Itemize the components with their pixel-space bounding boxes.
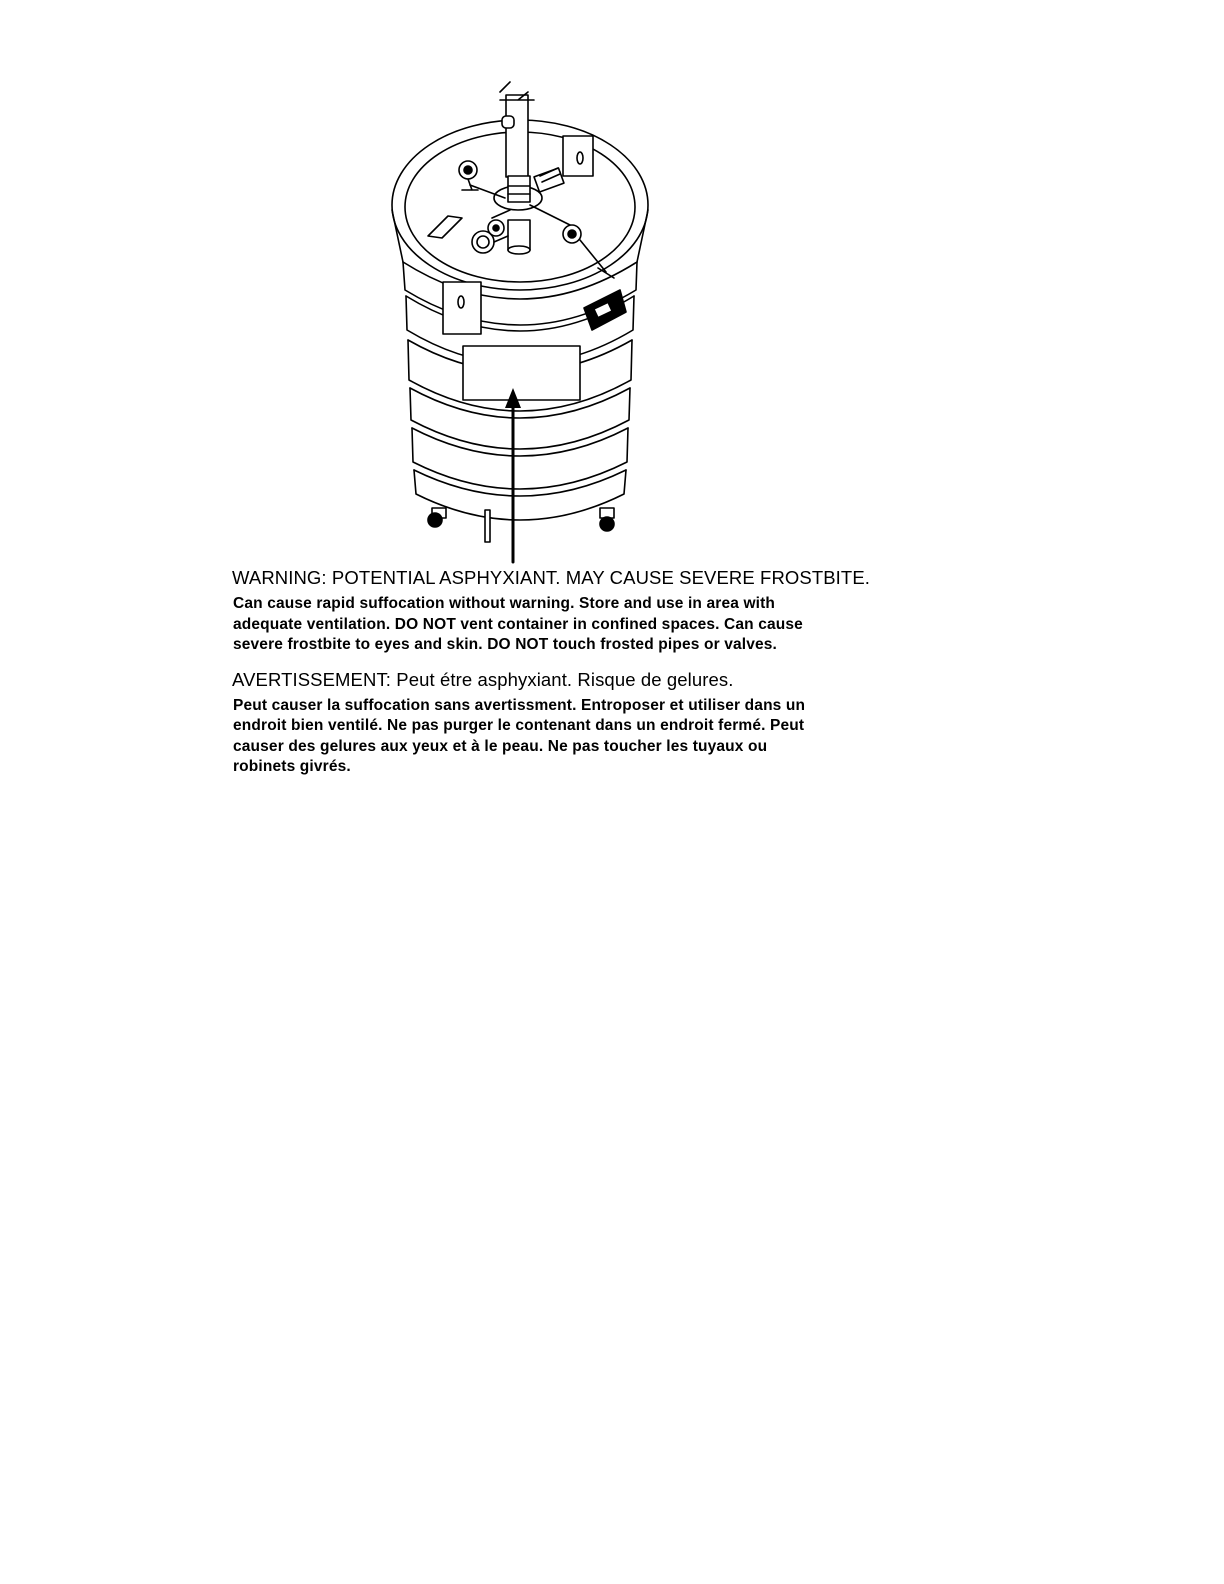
warning-text-block (232, 566, 952, 778)
warning-heading-fr: AVERTISSEMENT: Peut étre asphyxiant. Risque de gelures. (232, 668, 734, 690)
label-plate (463, 346, 580, 400)
warning-body-line: robinets givrés. (233, 758, 351, 775)
caster-right (600, 508, 614, 531)
vent-valve-right (563, 225, 614, 278)
top-label-diamond (428, 216, 462, 238)
liquid-cylinder-illustration (380, 80, 660, 570)
warning-body-line: Peut causer la suffocation sans avertissment. Entroposer et utiliser dans un (233, 696, 806, 714)
withdrawal-line (500, 82, 534, 177)
warning-body-line: causer des gelures aux yeux et à le peau. Ne pas toucher les tuyaux ou (233, 737, 768, 755)
collar-handle-right (563, 136, 593, 176)
drum-band-5 (412, 428, 628, 456)
relief-valve-left (459, 161, 478, 190)
warning-french (232, 668, 952, 778)
warning-body-line: endroit bien ventilé. Ne pas purger le contenant dans un endroit fermé. Peut (233, 717, 805, 734)
warning-body-en (233, 594, 952, 656)
warning-body-line: severe frostbite to eyes and skin. DO NOT touch frosted pipes or valves. (233, 636, 777, 653)
warning-body-line: adequate ventilation. DO NOT vent container in confined spaces. Can cause (233, 615, 803, 633)
warning-heading-en: WARNING: POTENTIAL ASPHYXIANT. MAY CAUSE SEVERE FROSTBITE. (232, 567, 871, 588)
caster-left (428, 508, 446, 527)
warning-body-fr (233, 696, 952, 778)
warning-body-line: Can cause rapid suffocation without warning. Store and use in area with (233, 595, 776, 612)
liquid-valve (488, 220, 504, 236)
warning-english (232, 566, 952, 656)
